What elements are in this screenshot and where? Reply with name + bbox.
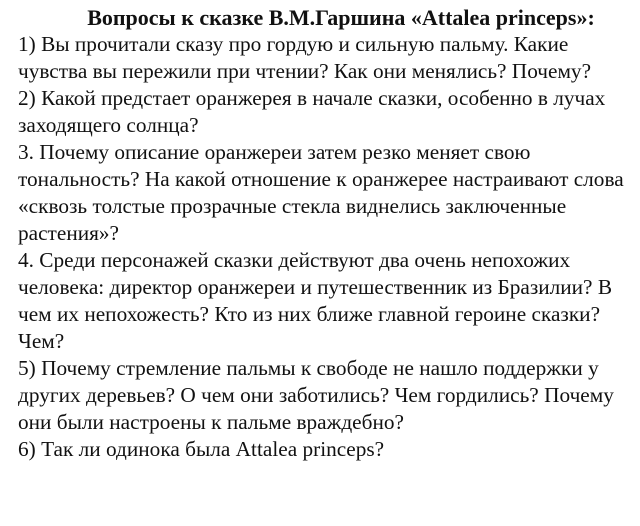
question-4: 4. Среди персонажей сказки действуют два очень непохожих человека: директор оранжереи и путешественник из Бразилии? В чем их непохожесть? Кто из них ближе главной героине сказки? Чем? [18, 248, 613, 353]
page-title: Вопросы к сказке В.М.Гаршина «Attalea princeps»: [87, 5, 595, 30]
question-3: 3. Почему описание оранжереи затем резко меняет свою тональность? На какой отношение к оранжерее настраивают слова «сквозь толстые прозрачные стекла виднелись заключенные растения»? [18, 140, 624, 245]
question-1: 1) Вы прочитали сказу про гордую и сильную пальму. Какие чувства вы пережили при чтении? Как они менялись? Почему? [18, 32, 592, 83]
question-2: 2) Какой предстает оранжерея в начале сказки, особенно в лучах заходящего солнца? [18, 86, 606, 137]
question-6: 6) Так ли одинока была Attalea princeps? [18, 437, 385, 461]
question-5: 5) Почему стремление пальмы к свободе не нашло поддержки у других деревьев? О чем они заботились? Чем гордились? Почему они были настроены к пальме враждебно? [18, 356, 614, 434]
